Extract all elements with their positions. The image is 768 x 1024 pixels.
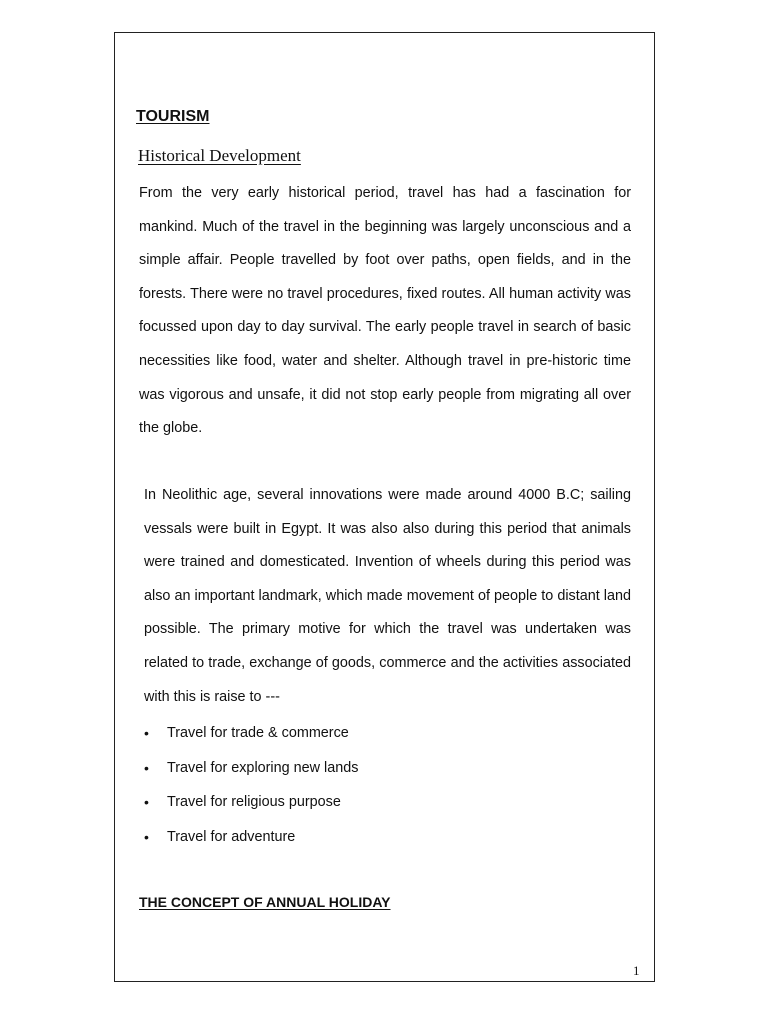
list-item: • Travel for exploring new lands: [144, 751, 358, 786]
section-heading-annual-holiday: THE CONCEPT OF ANNUAL HOLIDAY: [139, 894, 391, 910]
list-item: • Travel for adventure: [144, 820, 358, 855]
section-subtitle: Historical Development: [138, 146, 301, 165]
travel-purposes-list: [144, 716, 358, 854]
paragraph-neolithic-age: In Neolithic age, several innovations were made around 4000 B.C; sailing vessals were built in Egypt. It was also also during this period that animals were trained and domesticated. Invention of wheels during this period was also an important landmark, which made movement of people to distant land possible. The primary motive for which the travel was undertaken was related to trade, exchange of goods, commerce and the activities associated with this is raise to ---: [144, 487, 631, 705]
list-item: • Travel for trade & commerce: [144, 716, 358, 751]
page-number: 1: [633, 963, 640, 978]
document-title: TOURISM: [136, 108, 210, 125]
list-item: • Travel for religious purpose: [144, 785, 358, 820]
paragraph-historical-intro: From the very early historical period, travel has had a fascination for mankind. Much of the travel in the beginning was largely unconscious and a simple affair. People travelled by foot over paths, open fields, and in the forests. There were no travel procedures, fixed routes. All human activity was focussed upon day to day survival. The early people travel in search of basic necessities like food, water and shelter. Although travel in pre-historic time was vigorous and unsafe, it did not stop early people from migrating all over the globe.: [139, 185, 631, 437]
